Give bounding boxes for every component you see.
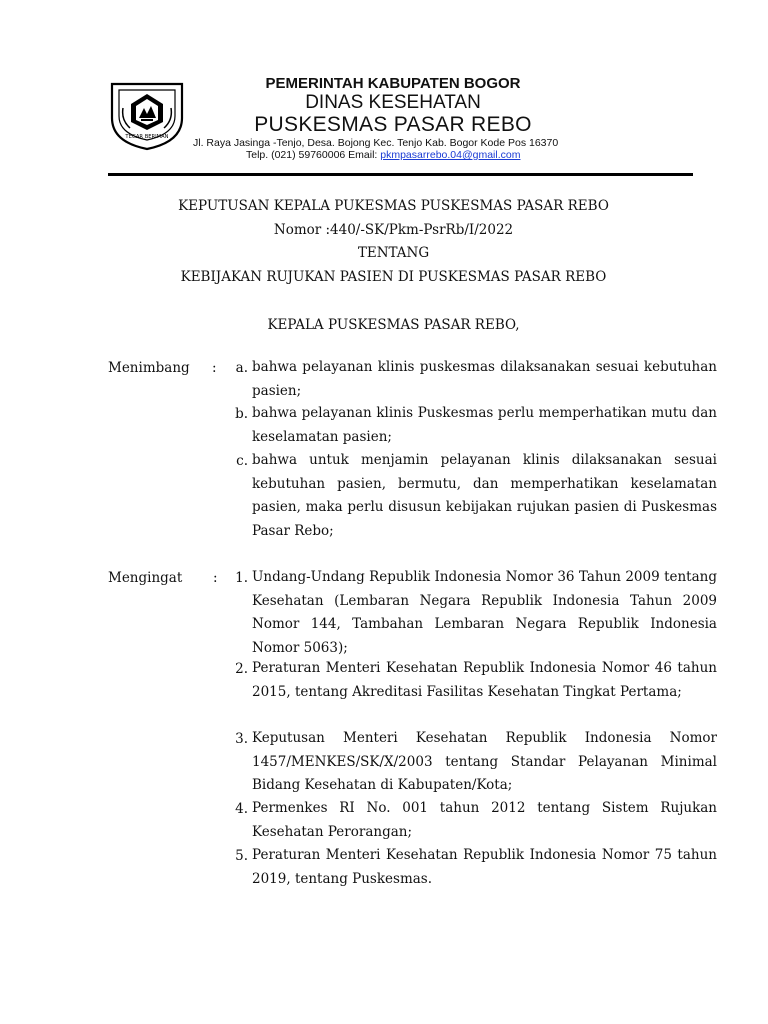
institution-name: PUSKESMAS PASAR REBO bbox=[254, 112, 532, 136]
phone-text: Telp. (021) 59760006 Email: bbox=[246, 149, 381, 161]
menimbang-marker-c: c. bbox=[236, 453, 248, 469]
contact-line bbox=[246, 149, 520, 161]
menimbang-item-a: bahwa pelayanan klinis puskesmas dilaksanakan sesuai kebutuhan pasien; bbox=[252, 359, 717, 399]
mengingat-item-4: Permenkes RI No. 001 tahun 2012 tentang Sistem Rujukan Kesehatan Perorangan; bbox=[252, 800, 717, 840]
mengingat-marker-3: 3. bbox=[235, 731, 248, 747]
agency-name: DINAS KESEHATAN bbox=[305, 91, 481, 113]
mengingat-marker-1: 1. bbox=[235, 570, 248, 586]
mengingat-item-3: Keputusan Menteri Kesehatan Republik Indonesia Nomor 1457/MENKES/SK/X/2003 tentang Standar Pelayanan Minimal Bidang Kesehatan di Kabupaten/Kota; bbox=[252, 730, 717, 793]
decree-subject: KEBIJAKAN RUJUKAN PASIEN DI PUSKESMAS PASAR REBO bbox=[180, 269, 607, 285]
mengingat-marker-4: 4. bbox=[235, 801, 248, 817]
government-name: PEMERINTAH KABUPATEN BOGOR bbox=[265, 75, 521, 92]
mengingat-item-2: Peraturan Menteri Kesehatan Republik Indonesia Nomor 46 tahun 2015, tentang Akreditasi Fasilitas Kesehatan Tingkat Pertama; bbox=[252, 660, 717, 700]
decree-title: KEPUTUSAN KEPALA PUKESMAS PUSKESMAS PASAR REBO bbox=[178, 198, 609, 214]
mengingat-colon: : bbox=[213, 570, 218, 586]
menimbang-item-b: bahwa pelayanan klinis Puskesmas perlu memperhatikan mutu dan keselamatan pasien; bbox=[252, 405, 717, 445]
letterhead-divider bbox=[108, 173, 693, 176]
menimbang-colon: : bbox=[212, 360, 217, 376]
letterhead-title bbox=[193, 76, 593, 136]
address-line: Jl. Raya Jasinga -Tenjo, Desa. Bojong Kec. Tenjo Kab. Bogor Kode Pos 16370 bbox=[193, 137, 559, 149]
kabupaten-bogor-logo bbox=[108, 78, 186, 152]
email-link[interactable]: pkmpasarrebo.04@gmail.com bbox=[380, 149, 521, 161]
logo-motto: TEGAR BERIMAN bbox=[125, 134, 169, 140]
menimbang-label: Menimbang bbox=[108, 360, 190, 376]
mengingat-marker-2: 2. bbox=[235, 661, 248, 677]
decree-number: Nomor :440/-SK/Pkm-PsrRb/I/2022 bbox=[273, 222, 514, 238]
mengingat-label: Mengingat bbox=[108, 570, 183, 586]
menimbang-marker-b: b. bbox=[235, 406, 248, 422]
menimbang-marker-a: a. bbox=[235, 360, 248, 376]
mengingat-item-5: Peraturan Menteri Kesehatan Republik Indonesia Nomor 75 tahun 2019, tentang Puskesmas. bbox=[252, 847, 717, 887]
menimbang-item-c: bahwa untuk menjamin pelayanan klinis dilaksanakan sesuai kebutuhan pasien, bermutu, dan memperhatikan keselamatan pasien, maka perlu disusun kebijakan rujukan pasien di Puskesmas Pasar Rebo; bbox=[252, 452, 717, 539]
decree-issuer: KEPALA PUSKESMAS PASAR REBO, bbox=[267, 317, 520, 333]
mengingat-marker-5: 5. bbox=[235, 848, 248, 864]
decree-about-label: TENTANG bbox=[357, 245, 430, 261]
mengingat-item-1: Undang-Undang Republik Indonesia Nomor 36 Tahun 2009 tentang Kesehatan (Lembaran Negara Republik Indonesia Tahun 2009 Nomor 144, Tambahan Lembaran Negara Republik Indonesia Nomor 5063); bbox=[252, 569, 717, 656]
